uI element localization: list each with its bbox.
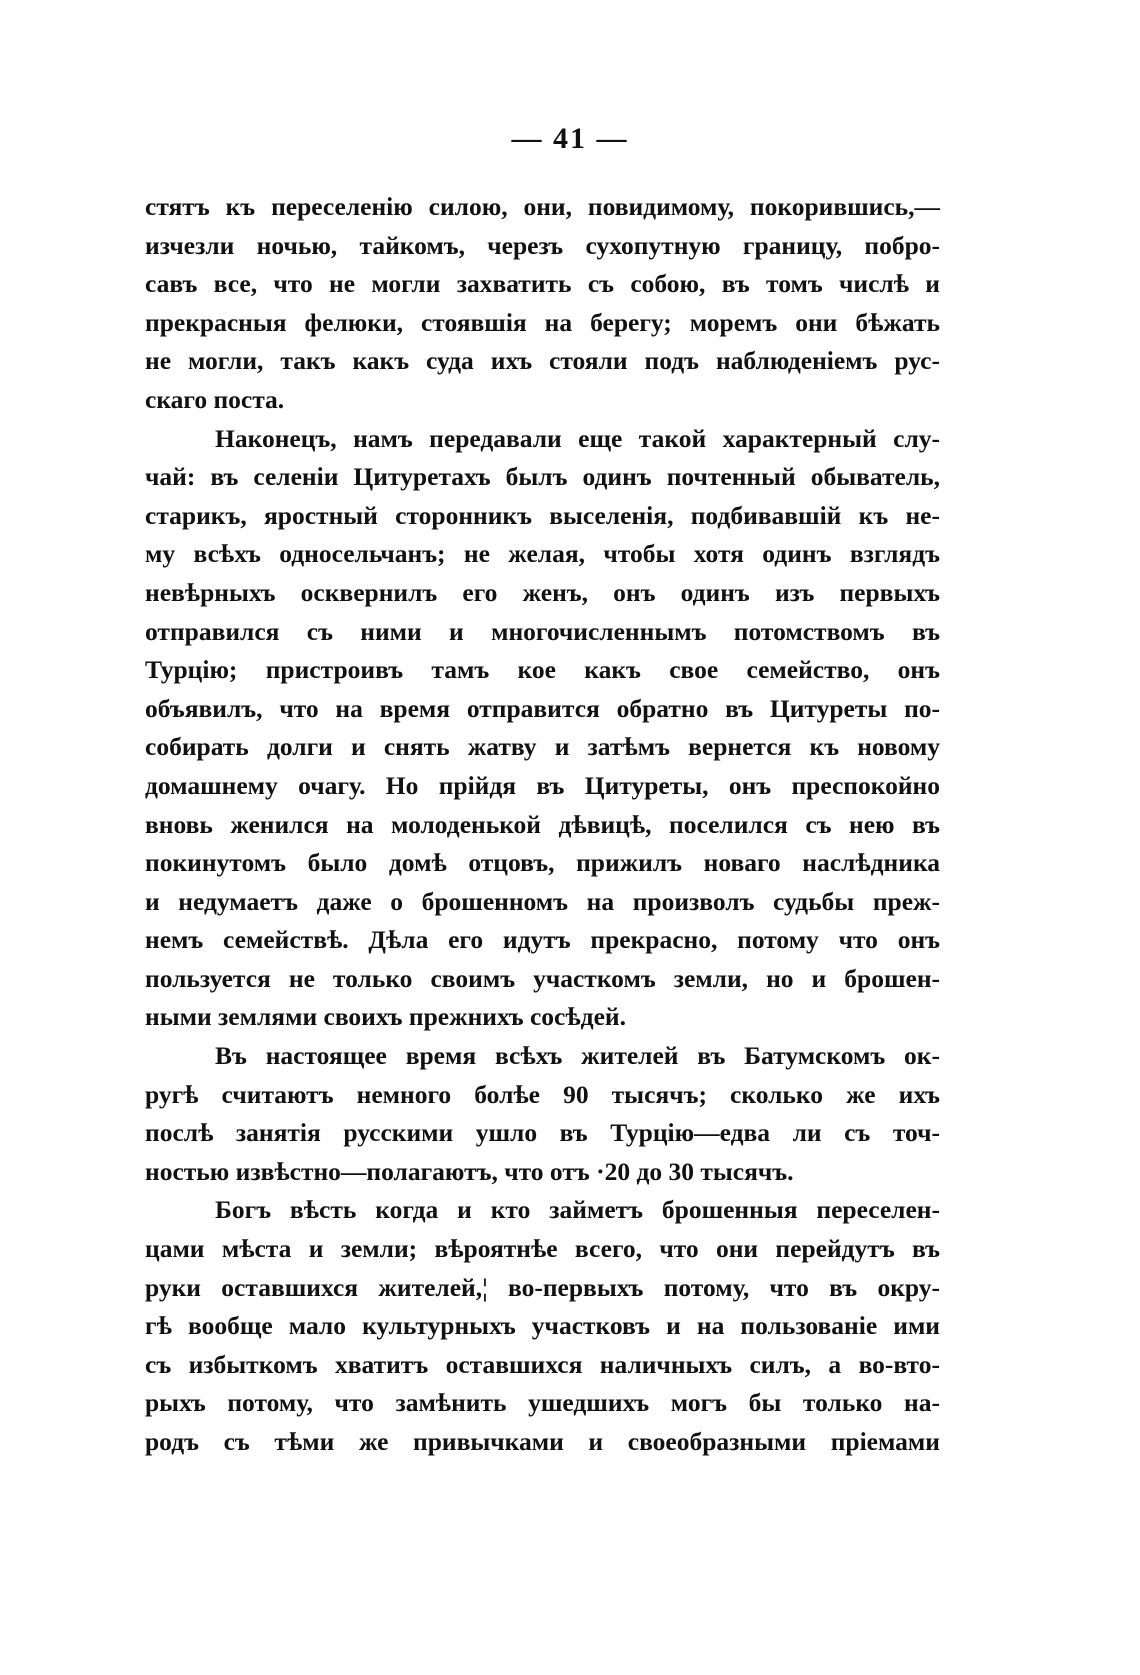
text-line: объявилъ, что на время отправится обратно въ Цитуреты по-	[145, 693, 940, 723]
page-number: — 41 —	[511, 122, 629, 155]
text-line: Турцію; пристроивъ тамъ кое какъ свое семейство, онъ	[145, 655, 940, 685]
paragraph-3	[145, 1037, 940, 1191]
text-line: не могли, такъ какъ суда ихъ стояли подъ наблюденіемъ рус-	[145, 346, 940, 376]
text-line: изчезли ночью, тайкомъ, черезъ сухопутную границу, побро-	[145, 230, 940, 260]
text-line: пользуется не только своимъ участкомъ земли, но и брошен-	[145, 963, 940, 993]
text-line: и недумаетъ даже о брошенномъ на произволъ судьбы преж-	[145, 886, 940, 916]
text-line: цами мѣста и земли; вѣроятнѣе всего, что они перейдутъ въ	[145, 1234, 940, 1264]
paragraph-2	[145, 420, 940, 1038]
text-line: скаго поста.	[145, 384, 285, 414]
text-line: вновь женился на молоденькой дѣвицѣ, поселился съ нею въ	[145, 809, 940, 839]
text-line: му всѣхъ односельчанъ; не желая, чтобы хотя одинъ взглядъ	[145, 539, 940, 569]
text-line: съ избыткомъ хватитъ оставшихся наличныхъ силъ, а во-вто-	[145, 1349, 940, 1379]
text-line: гѣ вообще мало культурныхъ участковъ и на пользованіе ими	[145, 1311, 940, 1341]
text-line: рыхъ потому, что замѣнить ушедшихъ могъ бы только на-	[145, 1388, 940, 1418]
text-line: отправился съ ними и многочисленнымъ потомствомъ въ	[145, 616, 940, 646]
text-line: старикъ, яростный сторонникъ выселенія, подбивавшій къ не-	[145, 500, 940, 530]
text-line: руки оставшихся жителей,¦ во-первыхъ потому, что въ окру-	[145, 1272, 940, 1302]
text-line: Въ настоящее время всѣхъ жителей въ Батумскомъ ок-	[215, 1041, 940, 1071]
text-line: ностью извѣстно—полагаютъ, что отъ ·20 до 30 тысячъ.	[145, 1156, 794, 1186]
text-line: ругѣ считаютъ немного болѣе 90 тысячъ; сколько же ихъ	[145, 1079, 940, 1109]
text-line: прекрасныя фелюки, стоявшія на берегу; моремъ они бѣжать	[145, 307, 940, 337]
text-line: невѣрныхъ осквернилъ его женъ, онъ одинъ изъ первыхъ	[145, 577, 940, 607]
text-line: собирать долги и снять жатву и затѣмъ вернется къ новому	[145, 732, 940, 762]
paragraph-4	[145, 1191, 940, 1461]
body-text	[145, 188, 940, 1462]
text-line: покинутомъ было домѣ отцовъ, прижилъ новаго наслѣдника	[145, 848, 940, 878]
text-line: стятъ къ переселенію силою, они, повидимому, покорившись,—	[145, 192, 940, 221]
text-line: домашнему очагу. Но прійдя въ Цитуреты, онъ преспокойно	[145, 770, 940, 800]
paragraph-1	[145, 188, 940, 420]
text-line: ными землями своихъ прежнихъ сосѣдей.	[145, 1002, 626, 1032]
text-line: немъ семействѣ. Дѣла его идутъ прекрасно, потому что онъ	[145, 925, 940, 955]
text-line: Наконецъ, намъ передавали еще такой характерный слу-	[215, 423, 940, 453]
text-line: Богъ вѣсть когда и кто займетъ брошенныя переселен-	[215, 1195, 940, 1225]
text-line: родъ съ тѣми же привычками и своеобразными пріемами	[145, 1427, 940, 1456]
text-line: чай: въ селеніи Цитуретахъ былъ одинъ почтенный обыватель,	[145, 462, 940, 492]
text-line: послѣ занятія русскими ушло въ Турцію—едва ли съ точ-	[145, 1118, 940, 1148]
text-line: савъ все, что не могли захватить съ собою, въ томъ числѣ и	[145, 269, 940, 299]
